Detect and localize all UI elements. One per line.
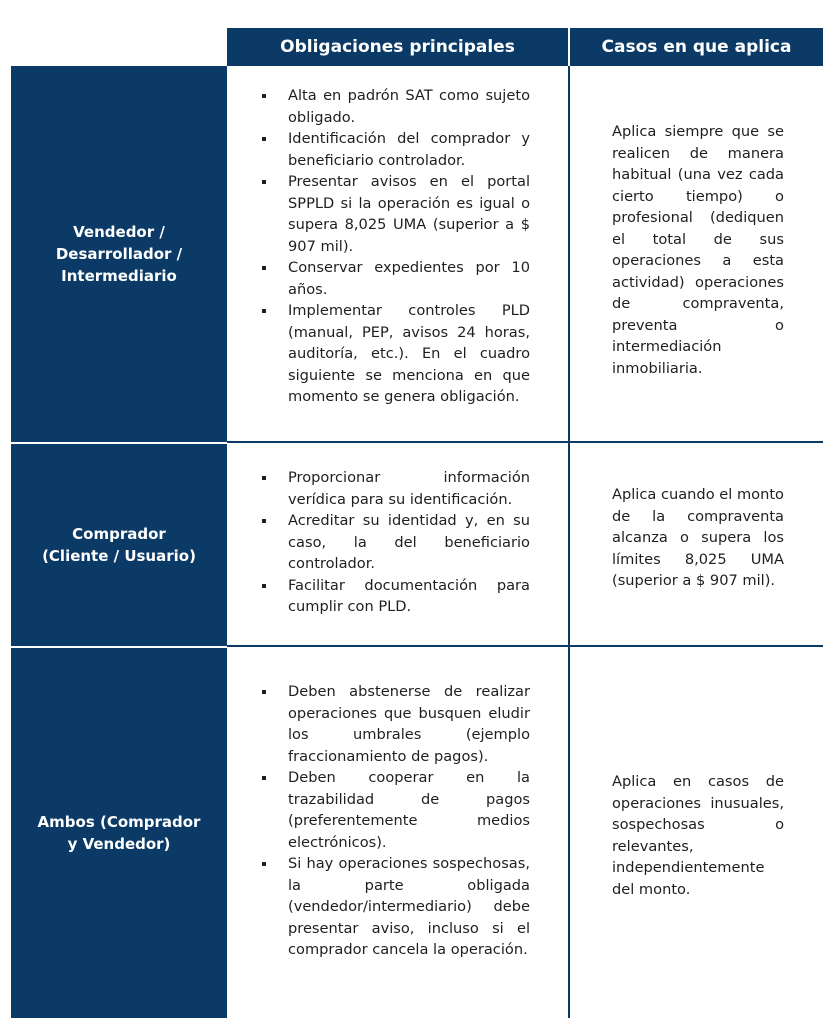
row-divider: [227, 441, 823, 443]
role-cell-ambos: [11, 648, 227, 1018]
role-line: y Vendedor): [67, 835, 171, 853]
column-divider: [568, 66, 570, 1018]
header-casos: Casos en que aplica: [570, 28, 823, 66]
role-line: Desarrollador /: [55, 245, 183, 263]
role-cell-vendedor: [11, 66, 227, 442]
header-obligaciones: Obligaciones principales: [227, 28, 568, 66]
list-item: Conservar expedientes por 10 años.: [258, 257, 530, 300]
role-line: (Cliente / Usuario): [42, 547, 196, 565]
list-item: Si hay operaciones sospechosas, la parte obligada (vendedor/intermediario) debe presentar aviso, incluso si el comprador cancela la operación.: [258, 853, 530, 961]
obligaciones-cell-vendedor: [258, 85, 530, 408]
list-item: Proporcionar información verídica para su identificación.: [258, 467, 530, 510]
list-item: Deben abstenerse de realizar operaciones que busquen eludir los umbrales (ejemplo fraccionamiento de pagos).: [258, 681, 530, 767]
casos-cell-comprador: Aplica cuando el monto de la compraventa alcanza o supera los límites 8,025 UMA (superior a $ 907 mil).: [612, 486, 784, 589]
list-item: Identificación del comprador y beneficiario controlador.: [258, 128, 530, 171]
obligaciones-cell-comprador: [258, 467, 530, 618]
obligaciones-cell-ambos: [258, 681, 530, 961]
role-cell-comprador: [11, 444, 227, 646]
role-line: Ambos (Comprador: [37, 813, 201, 831]
role-line: Comprador: [72, 525, 166, 543]
list-item: Presentar avisos en el portal SPPLD si la operación es igual o supera 8,025 UMA (superior a $ 907 mil).: [258, 171, 530, 257]
casos-cell-ambos: Aplica en casos de operaciones inusuales, sospechosas o relevantes, independientemente del monto.: [612, 773, 784, 898]
list-item: Implementar controles PLD (manual, PEP, avisos 24 horas, auditoría, etc.). En el cuadro siguiente se menciona en que momento se genera obligación.: [258, 300, 530, 408]
list-item: Alta en padrón SAT como sujeto obligado.: [258, 85, 530, 128]
list-item: Facilitar documentación para cumplir con PLD.: [258, 575, 530, 618]
role-line: Intermediario: [61, 267, 177, 285]
list-item: Acreditar su identidad y, en su caso, la del beneficiario controlador.: [258, 510, 530, 575]
role-line: Vendedor /: [73, 223, 165, 241]
casos-cell-vendedor: Aplica siempre que se realicen de manera habitual (una vez cada cierto tiempo) o profesional (dediquen el total de sus operaciones a esta actividad) operaciones de compraventa, preventa o intermediación inmobiliaria.: [612, 123, 784, 377]
row-divider: [227, 645, 823, 647]
list-item: Deben cooperar en la trazabilidad de pagos (preferentemente medios electrónicos).: [258, 767, 530, 853]
